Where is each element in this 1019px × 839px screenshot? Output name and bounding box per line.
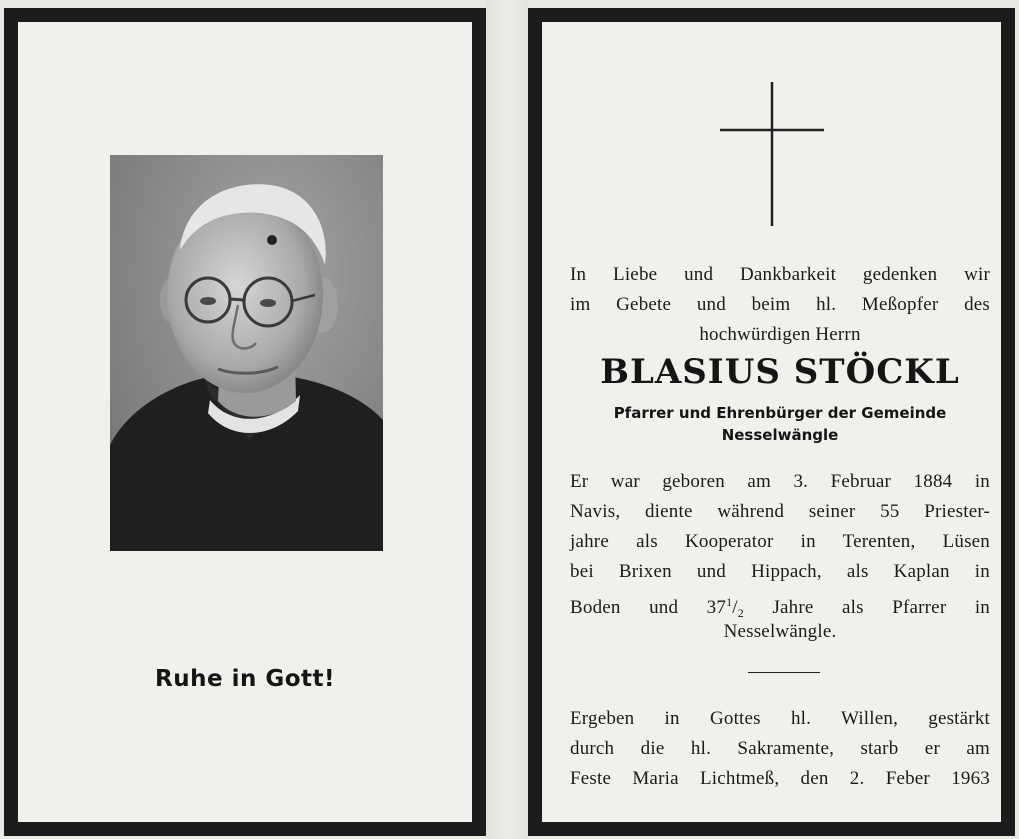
fraction-numerator: 1 [726,595,733,609]
portrait-photo [110,155,383,551]
death-notice-text [570,704,990,794]
intro-text [570,260,990,350]
closing-phrase: Ruhe in Gott! [155,666,335,692]
deceased-title [570,402,990,446]
title-line: Nesselwängle [721,426,839,444]
bio-line: Nesselwängle. [723,621,837,642]
death-line: durch die hl. Sakramente, starb er am [570,738,990,759]
cross-icon [720,82,824,226]
intro-line: hochwürdigen Herrn [699,324,861,345]
fraction-denominator: 2 [737,606,744,620]
deceased-name: BLASIUS STÖCKL [600,352,960,392]
right-card-panel [528,8,1015,836]
intro-line: im Gebete und beim hl. Meßopfer des [570,294,990,315]
bio-line-fraction: Boden und $37^1/_2$ Jahre als Pfarrer in [570,595,990,620]
biography-text [570,467,990,647]
bio-line: Navis, diente während seiner 55 Priester- [570,501,990,522]
separator-line [748,672,820,673]
bio-line: Er war geboren am 3. Februar 1884 in [570,471,990,492]
intro-line: In Liebe und Dankbarkeit gedenken wir [570,264,990,285]
bio-line-part: Jahre als Pfarrer in [743,597,990,618]
left-card-panel [4,8,486,836]
card-fold [486,0,528,839]
title-line: Pfarrer und Ehrenbürger der Gemeinde [613,404,947,422]
death-line: Feste Maria Lichtmeß, den 2. Feber 1963 [570,768,990,789]
bio-line: bei Brixen und Hippach, als Kaplan in [570,561,990,582]
death-line: Ergeben in Gottes hl. Willen, gestärkt [570,708,990,729]
portrait-image [110,155,383,551]
bio-line: jahre als Kooperator in Terenten, Lüsen [570,531,990,552]
bio-line-part: Boden und 37 [570,597,727,618]
